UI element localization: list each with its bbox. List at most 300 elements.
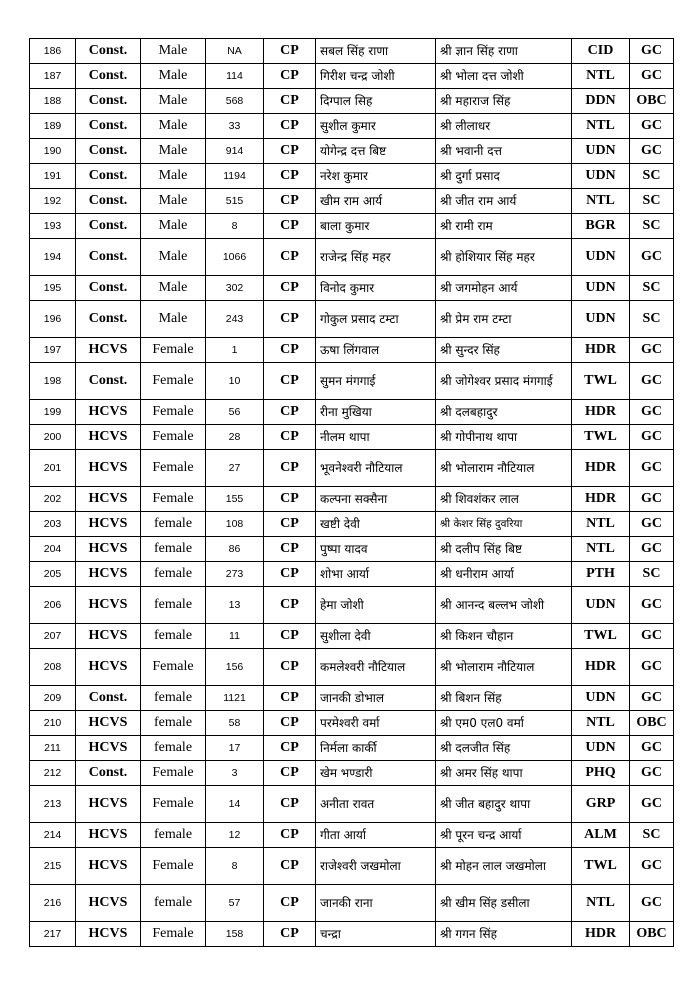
table-row (30, 761, 674, 786)
name-cell: राजेन्द्र सिंह महर (316, 239, 436, 276)
district-cell: NTL (572, 711, 630, 736)
rank-cell: CP (264, 189, 316, 214)
table-row (30, 686, 674, 711)
district-cell: UDN (572, 164, 630, 189)
rank-cell: CP (264, 363, 316, 400)
post-type-cell: Const. (76, 239, 141, 276)
rank-cell: CP (264, 624, 316, 649)
post-type-cell: Const. (76, 114, 141, 139)
name-cell: सबल सिंह राणा (316, 39, 436, 64)
district-cell: UDN (572, 736, 630, 761)
district-cell: BGR (572, 214, 630, 239)
district-cell: HDR (572, 649, 630, 686)
gender-cell: Male (141, 276, 206, 301)
post-type-cell: HCVS (76, 736, 141, 761)
serial-number-cell: 203 (30, 512, 76, 537)
table-row (30, 164, 674, 189)
number-cell: 12 (206, 823, 264, 848)
name-cell: विनोद कुमार (316, 276, 436, 301)
father-name-cell: श्री किशन चौहान (436, 624, 572, 649)
father-name-cell: श्री दुर्गा प्रसाद (436, 164, 572, 189)
gender-cell: Male (141, 164, 206, 189)
post-type-cell: Const. (76, 686, 141, 711)
category-cell: GC (630, 587, 674, 624)
rank-cell: CP (264, 164, 316, 189)
gender-cell: Female (141, 786, 206, 823)
post-type-cell: HCVS (76, 450, 141, 487)
gender-cell: Male (141, 114, 206, 139)
rank-cell: CP (264, 214, 316, 239)
serial-number-cell: 210 (30, 711, 76, 736)
number-cell: 155 (206, 487, 264, 512)
personnel-table (29, 38, 674, 947)
table-row (30, 114, 674, 139)
district-cell: TWL (572, 848, 630, 885)
rank-cell: CP (264, 686, 316, 711)
father-name-cell: श्री जीत बहादुर थापा (436, 786, 572, 823)
table-row (30, 363, 674, 400)
table-row (30, 189, 674, 214)
serial-number-cell: 205 (30, 562, 76, 587)
district-cell: NTL (572, 189, 630, 214)
father-name-cell: श्री आनन्द बल्लभ जोशी (436, 587, 572, 624)
gender-cell: Male (141, 214, 206, 239)
gender-cell: Female (141, 450, 206, 487)
number-cell: 114 (206, 64, 264, 89)
post-type-cell: HCVS (76, 848, 141, 885)
gender-cell: female (141, 624, 206, 649)
serial-number-cell: 204 (30, 537, 76, 562)
rank-cell: CP (264, 39, 316, 64)
name-cell: शोभा आर्या (316, 562, 436, 587)
gender-cell: female (141, 587, 206, 624)
number-cell: 57 (206, 885, 264, 922)
father-name-cell: श्री केशर सिंह दुवरिया (436, 512, 572, 537)
table-row (30, 276, 674, 301)
father-name-cell: श्री महाराज सिंह (436, 89, 572, 114)
name-cell: योगेन्द्र दत्त बिष्ट (316, 139, 436, 164)
father-name-cell: श्री खीम सिंह डसीला (436, 885, 572, 922)
gender-cell: Male (141, 64, 206, 89)
table-row (30, 587, 674, 624)
category-cell: GC (630, 239, 674, 276)
number-cell: NA (206, 39, 264, 64)
number-cell: 1121 (206, 686, 264, 711)
category-cell: SC (630, 301, 674, 338)
father-name-cell: श्री भवानी दत्त (436, 139, 572, 164)
gender-cell: female (141, 711, 206, 736)
category-cell: SC (630, 276, 674, 301)
serial-number-cell: 211 (30, 736, 76, 761)
number-cell: 14 (206, 786, 264, 823)
serial-number-cell: 198 (30, 363, 76, 400)
number-cell: 27 (206, 450, 264, 487)
district-cell: HDR (572, 338, 630, 363)
name-cell: राजेश्वरी जखमोला (316, 848, 436, 885)
category-cell: GC (630, 649, 674, 686)
post-type-cell: HCVS (76, 885, 141, 922)
category-cell: OBC (630, 922, 674, 947)
gender-cell: female (141, 512, 206, 537)
name-cell: सुशीला देवी (316, 624, 436, 649)
district-cell: UDN (572, 239, 630, 276)
serial-number-cell: 188 (30, 89, 76, 114)
district-cell: NTL (572, 537, 630, 562)
category-cell: GC (630, 686, 674, 711)
post-type-cell: HCVS (76, 711, 141, 736)
name-cell: रीना मुखिया (316, 400, 436, 425)
district-cell: NTL (572, 885, 630, 922)
rank-cell: CP (264, 537, 316, 562)
post-type-cell: HCVS (76, 823, 141, 848)
gender-cell: female (141, 686, 206, 711)
father-name-cell: श्री शिवशंकर लाल (436, 487, 572, 512)
gender-cell: Female (141, 848, 206, 885)
rank-cell: CP (264, 761, 316, 786)
serial-number-cell: 187 (30, 64, 76, 89)
district-cell: HDR (572, 400, 630, 425)
number-cell: 243 (206, 301, 264, 338)
table-row (30, 239, 674, 276)
rank-cell: CP (264, 823, 316, 848)
number-cell: 515 (206, 189, 264, 214)
number-cell: 1066 (206, 239, 264, 276)
table-row (30, 450, 674, 487)
table-row (30, 885, 674, 922)
serial-number-cell: 206 (30, 587, 76, 624)
table-row (30, 512, 674, 537)
gender-cell: Female (141, 487, 206, 512)
post-type-cell: HCVS (76, 487, 141, 512)
rank-cell: CP (264, 139, 316, 164)
father-name-cell: श्री अमर सिंह थापा (436, 761, 572, 786)
gender-cell: Male (141, 239, 206, 276)
post-type-cell: Const. (76, 64, 141, 89)
category-cell: SC (630, 164, 674, 189)
table-row (30, 786, 674, 823)
district-cell: UDN (572, 686, 630, 711)
district-cell: TWL (572, 363, 630, 400)
father-name-cell: श्री जगमोहन आर्य (436, 276, 572, 301)
serial-number-cell: 201 (30, 450, 76, 487)
name-cell: जानकी राना (316, 885, 436, 922)
gender-cell: Male (141, 89, 206, 114)
post-type-cell: Const. (76, 89, 141, 114)
father-name-cell: श्री गोपीनाथ थापा (436, 425, 572, 450)
serial-number-cell: 217 (30, 922, 76, 947)
category-cell: SC (630, 189, 674, 214)
district-cell: PTH (572, 562, 630, 587)
category-cell: GC (630, 736, 674, 761)
table-row (30, 400, 674, 425)
rank-cell: CP (264, 450, 316, 487)
category-cell: SC (630, 214, 674, 239)
name-cell: निर्मला कार्की (316, 736, 436, 761)
serial-number-cell: 191 (30, 164, 76, 189)
gender-cell: Male (141, 189, 206, 214)
father-name-cell: श्री पूरन चन्द्र आर्या (436, 823, 572, 848)
name-cell: चन्द्रा (316, 922, 436, 947)
number-cell: 28 (206, 425, 264, 450)
name-cell: अनीता रावत (316, 786, 436, 823)
father-name-cell: श्री ज्ञान सिंह राणा (436, 39, 572, 64)
gender-cell: Female (141, 338, 206, 363)
rank-cell: CP (264, 64, 316, 89)
category-cell: OBC (630, 711, 674, 736)
category-cell: GC (630, 624, 674, 649)
number-cell: 8 (206, 848, 264, 885)
number-cell: 568 (206, 89, 264, 114)
gender-cell: Female (141, 425, 206, 450)
number-cell: 1194 (206, 164, 264, 189)
post-type-cell: Const. (76, 189, 141, 214)
category-cell: GC (630, 487, 674, 512)
category-cell: GC (630, 425, 674, 450)
name-cell: नीलम थापा (316, 425, 436, 450)
father-name-cell: श्री धनीराम आर्या (436, 562, 572, 587)
serial-number-cell: 193 (30, 214, 76, 239)
category-cell: GC (630, 537, 674, 562)
gender-cell: Female (141, 649, 206, 686)
number-cell: 8 (206, 214, 264, 239)
rank-cell: CP (264, 338, 316, 363)
gender-cell: female (141, 562, 206, 587)
post-type-cell: HCVS (76, 624, 141, 649)
post-type-cell: HCVS (76, 537, 141, 562)
post-type-cell: HCVS (76, 786, 141, 823)
table-row (30, 624, 674, 649)
name-cell: खष्टी देवी (316, 512, 436, 537)
rank-cell: CP (264, 848, 316, 885)
post-type-cell: HCVS (76, 512, 141, 537)
category-cell: GC (630, 338, 674, 363)
serial-number-cell: 195 (30, 276, 76, 301)
number-cell: 273 (206, 562, 264, 587)
name-cell: परमेश्वरी वर्मा (316, 711, 436, 736)
rank-cell: CP (264, 400, 316, 425)
gender-cell: Female (141, 761, 206, 786)
table-row (30, 425, 674, 450)
father-name-cell: श्री भोला दत्त जोशी (436, 64, 572, 89)
father-name-cell: श्री जोगेश्वर प्रसाद मंगगाई (436, 363, 572, 400)
post-type-cell: Const. (76, 139, 141, 164)
table-row (30, 139, 674, 164)
gender-cell: female (141, 823, 206, 848)
father-name-cell: श्री एम0 एल0 वर्मा (436, 711, 572, 736)
gender-cell: female (141, 885, 206, 922)
district-cell: HDR (572, 922, 630, 947)
name-cell: खेम भण्डारी (316, 761, 436, 786)
name-cell: ऊषा लिंगवाल (316, 338, 436, 363)
serial-number-cell: 216 (30, 885, 76, 922)
rank-cell: CP (264, 301, 316, 338)
rank-cell: CP (264, 89, 316, 114)
district-cell: HDR (572, 450, 630, 487)
father-name-cell: श्री दलीप सिंह बिष्ट (436, 537, 572, 562)
district-cell: NTL (572, 512, 630, 537)
rank-cell: CP (264, 487, 316, 512)
father-name-cell: श्री भोलाराम नौटियाल (436, 649, 572, 686)
father-name-cell: श्री गगन सिंह (436, 922, 572, 947)
rank-cell: CP (264, 649, 316, 686)
father-name-cell: श्री दलबहादुर (436, 400, 572, 425)
father-name-cell: श्री बिशन सिंह (436, 686, 572, 711)
category-cell: GC (630, 786, 674, 823)
name-cell: दिग्पाल सिह (316, 89, 436, 114)
category-cell: GC (630, 139, 674, 164)
rank-cell: CP (264, 885, 316, 922)
category-cell: GC (630, 363, 674, 400)
table-row (30, 301, 674, 338)
district-cell: UDN (572, 301, 630, 338)
table-row (30, 338, 674, 363)
serial-number-cell: 200 (30, 425, 76, 450)
serial-number-cell: 209 (30, 686, 76, 711)
table-row (30, 736, 674, 761)
district-cell: CID (572, 39, 630, 64)
father-name-cell: श्री सुन्दर सिंह (436, 338, 572, 363)
name-cell: बाला कुमार (316, 214, 436, 239)
name-cell: सुमन मंगगाई (316, 363, 436, 400)
district-cell: GRP (572, 786, 630, 823)
table-body (30, 39, 674, 947)
category-cell: GC (630, 512, 674, 537)
serial-number-cell: 197 (30, 338, 76, 363)
category-cell: GC (630, 450, 674, 487)
post-type-cell: HCVS (76, 425, 141, 450)
category-cell: GC (630, 64, 674, 89)
table-row (30, 711, 674, 736)
gender-cell: female (141, 537, 206, 562)
rank-cell: CP (264, 562, 316, 587)
rank-cell: CP (264, 114, 316, 139)
gender-cell: Male (141, 301, 206, 338)
table-row (30, 922, 674, 947)
personnel-list-page (29, 38, 674, 947)
number-cell: 108 (206, 512, 264, 537)
father-name-cell: श्री रामी राम (436, 214, 572, 239)
rank-cell: CP (264, 922, 316, 947)
number-cell: 10 (206, 363, 264, 400)
post-type-cell: Const. (76, 164, 141, 189)
serial-number-cell: 192 (30, 189, 76, 214)
name-cell: हेमा जोशी (316, 587, 436, 624)
number-cell: 1 (206, 338, 264, 363)
father-name-cell: श्री जीत राम आर्य (436, 189, 572, 214)
name-cell: कल्पना सक्सैना (316, 487, 436, 512)
serial-number-cell: 186 (30, 39, 76, 64)
rank-cell: CP (264, 711, 316, 736)
serial-number-cell: 212 (30, 761, 76, 786)
category-cell: OBC (630, 89, 674, 114)
table-row (30, 214, 674, 239)
rank-cell: CP (264, 512, 316, 537)
category-cell: GC (630, 114, 674, 139)
serial-number-cell: 189 (30, 114, 76, 139)
father-name-cell: श्री दलजीत सिंह (436, 736, 572, 761)
table-row (30, 39, 674, 64)
category-cell: GC (630, 761, 674, 786)
table-row (30, 89, 674, 114)
serial-number-cell: 208 (30, 649, 76, 686)
post-type-cell: Const. (76, 761, 141, 786)
category-cell: SC (630, 823, 674, 848)
serial-number-cell: 196 (30, 301, 76, 338)
post-type-cell: HCVS (76, 400, 141, 425)
number-cell: 156 (206, 649, 264, 686)
number-cell: 3 (206, 761, 264, 786)
number-cell: 914 (206, 139, 264, 164)
serial-number-cell: 194 (30, 239, 76, 276)
serial-number-cell: 215 (30, 848, 76, 885)
district-cell: UDN (572, 139, 630, 164)
table-row (30, 848, 674, 885)
number-cell: 158 (206, 922, 264, 947)
district-cell: ALM (572, 823, 630, 848)
district-cell: NTL (572, 114, 630, 139)
serial-number-cell: 214 (30, 823, 76, 848)
name-cell: जानकी डोभाल (316, 686, 436, 711)
gender-cell: female (141, 736, 206, 761)
post-type-cell: Const. (76, 301, 141, 338)
name-cell: पुष्पा यादव (316, 537, 436, 562)
post-type-cell: Const. (76, 363, 141, 400)
serial-number-cell: 190 (30, 139, 76, 164)
serial-number-cell: 202 (30, 487, 76, 512)
table-row (30, 649, 674, 686)
post-type-cell: Const. (76, 276, 141, 301)
serial-number-cell: 213 (30, 786, 76, 823)
district-cell: TWL (572, 624, 630, 649)
gender-cell: Female (141, 363, 206, 400)
name-cell: भूवनेश्वरी नौटियाल (316, 450, 436, 487)
gender-cell: Female (141, 922, 206, 947)
name-cell: गोकुल प्रसाद टम्टा (316, 301, 436, 338)
number-cell: 56 (206, 400, 264, 425)
father-name-cell: श्री मोहन लाल जखमोला (436, 848, 572, 885)
father-name-cell: श्री लीलाधर (436, 114, 572, 139)
district-cell: UDN (572, 276, 630, 301)
district-cell: PHQ (572, 761, 630, 786)
number-cell: 33 (206, 114, 264, 139)
number-cell: 58 (206, 711, 264, 736)
name-cell: गिरीश चन्द्र जोशी (316, 64, 436, 89)
district-cell: UDN (572, 587, 630, 624)
table-row (30, 64, 674, 89)
district-cell: NTL (572, 64, 630, 89)
name-cell: नरेश कुमार (316, 164, 436, 189)
number-cell: 302 (206, 276, 264, 301)
name-cell: गीता आर्या (316, 823, 436, 848)
post-type-cell: Const. (76, 214, 141, 239)
post-type-cell: HCVS (76, 587, 141, 624)
table-row (30, 823, 674, 848)
father-name-cell: श्री प्रेम राम टम्टा (436, 301, 572, 338)
post-type-cell: HCVS (76, 649, 141, 686)
number-cell: 11 (206, 624, 264, 649)
post-type-cell: HCVS (76, 922, 141, 947)
rank-cell: CP (264, 587, 316, 624)
category-cell: GC (630, 848, 674, 885)
number-cell: 17 (206, 736, 264, 761)
category-cell: GC (630, 39, 674, 64)
category-cell: SC (630, 562, 674, 587)
post-type-cell: HCVS (76, 562, 141, 587)
gender-cell: Male (141, 139, 206, 164)
rank-cell: CP (264, 276, 316, 301)
district-cell: HDR (572, 487, 630, 512)
post-type-cell: Const. (76, 39, 141, 64)
